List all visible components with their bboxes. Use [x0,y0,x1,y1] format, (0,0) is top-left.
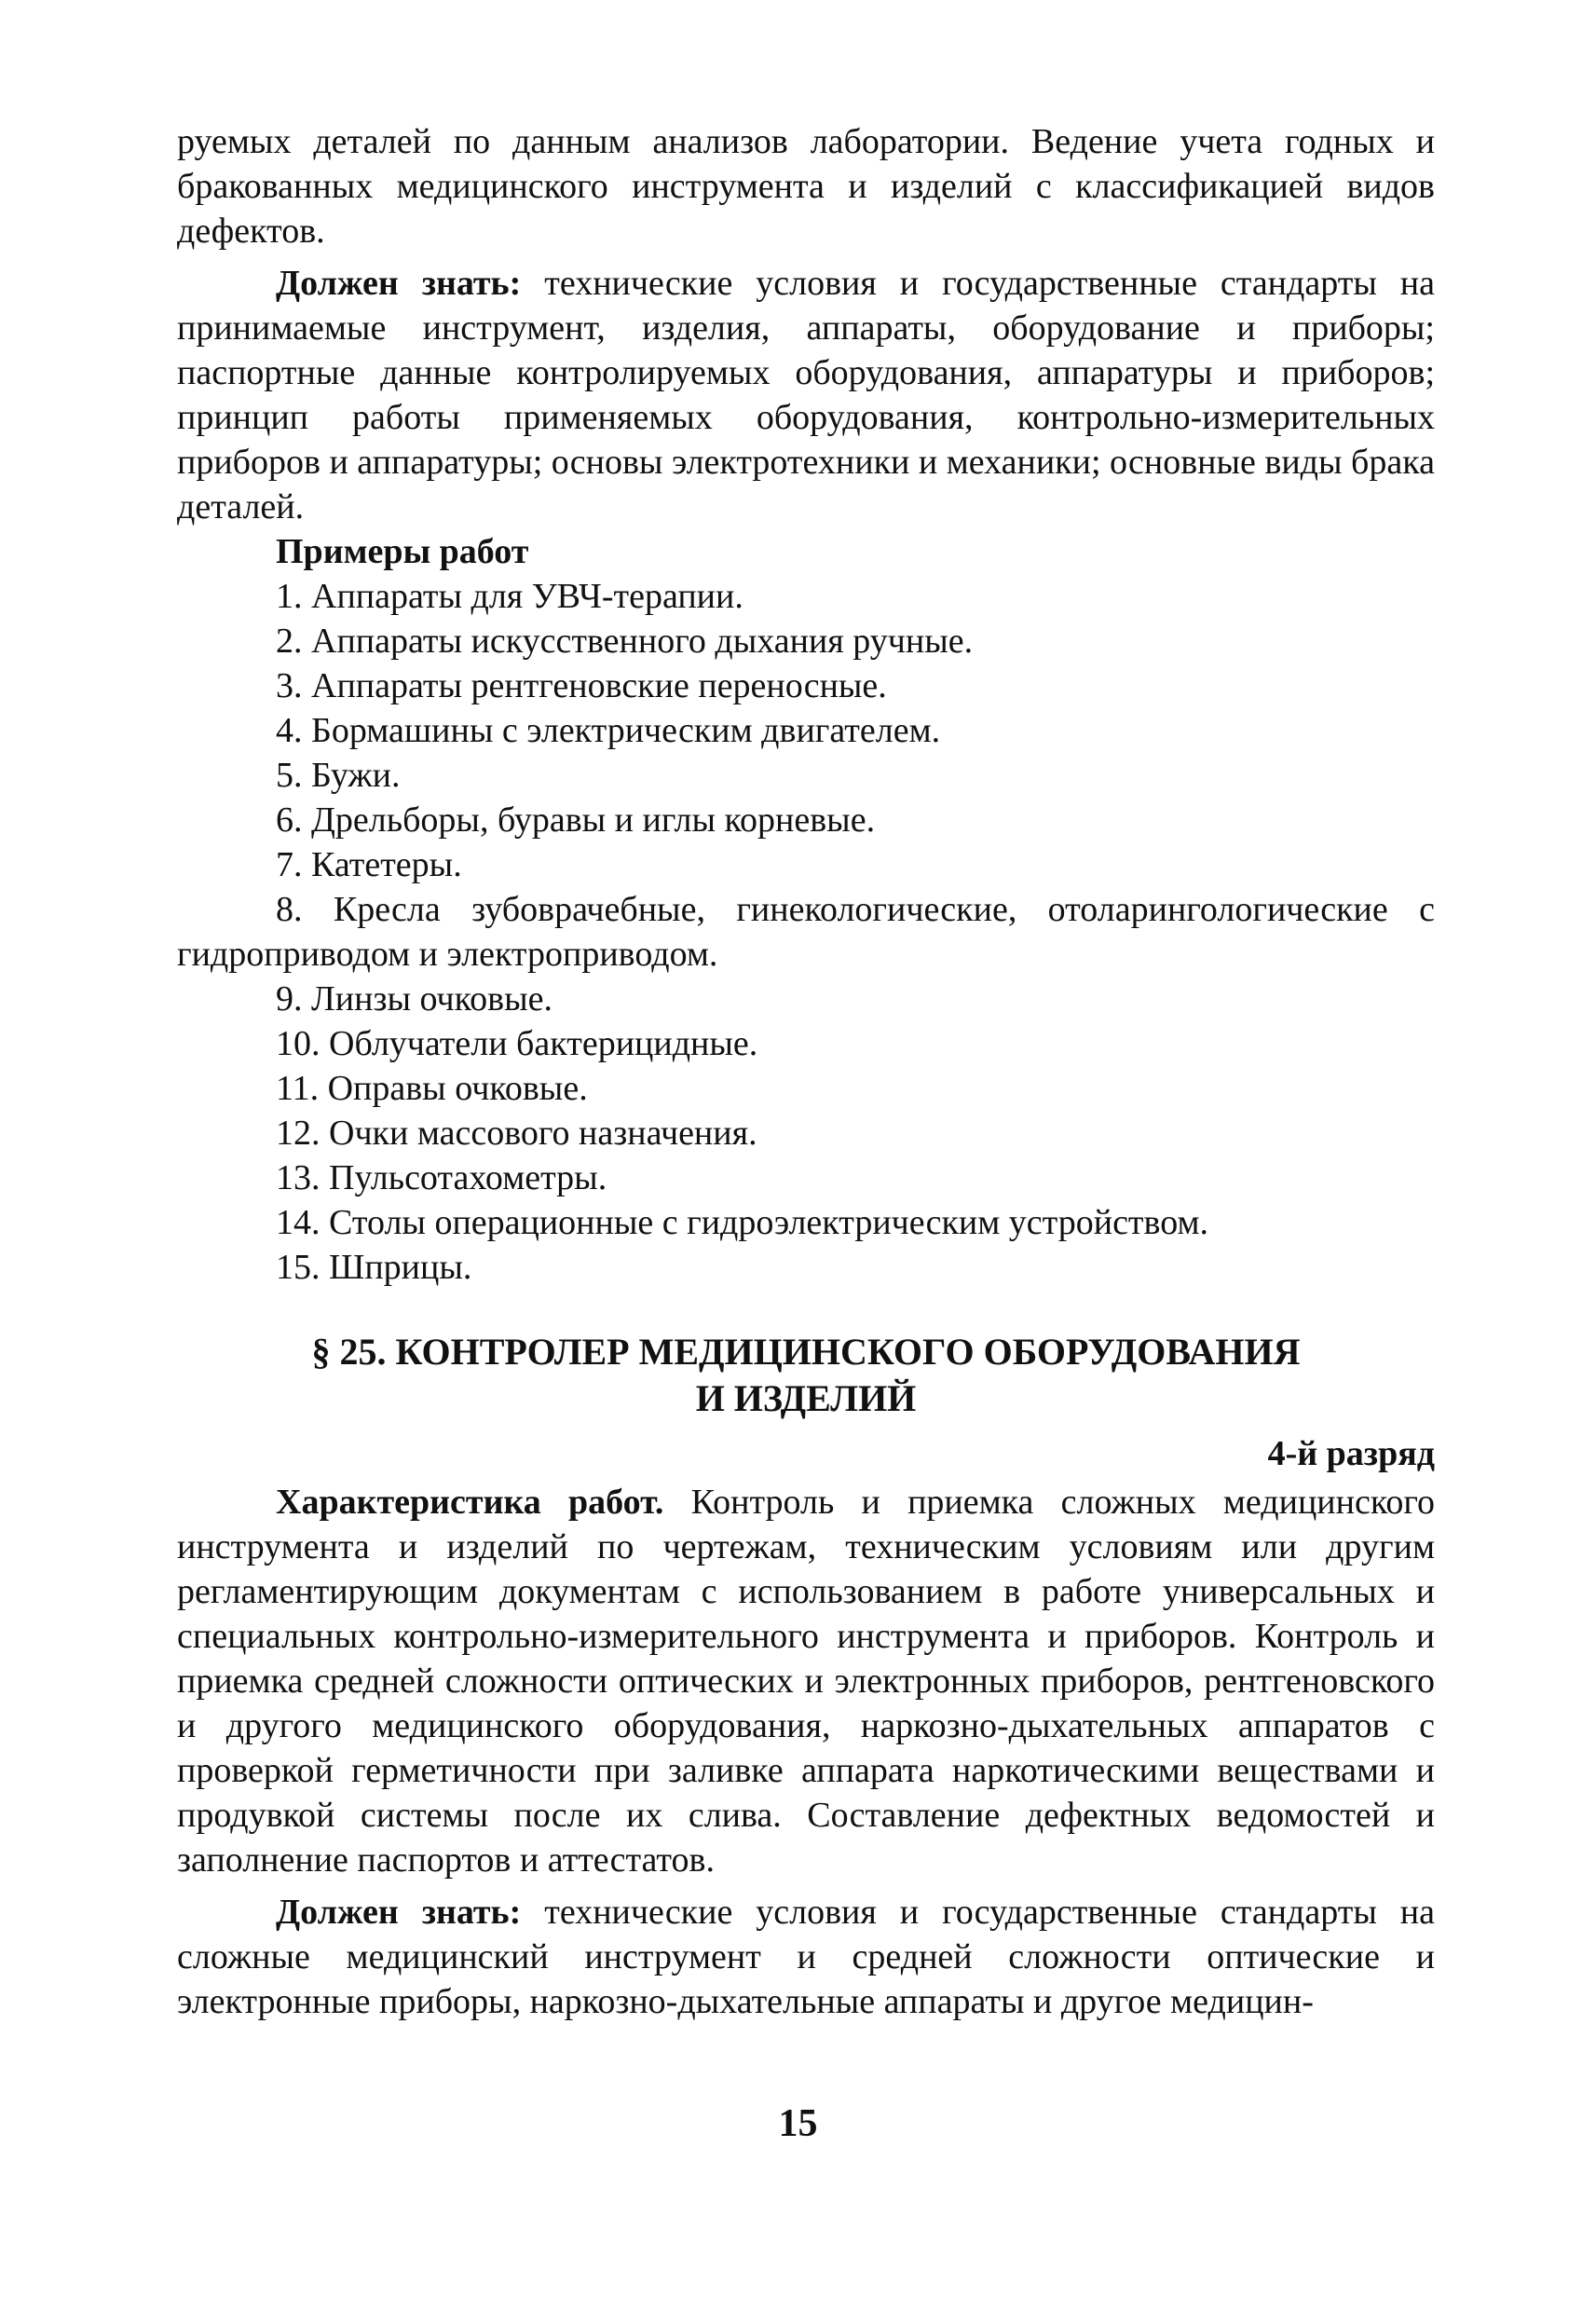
section-title [177,1329,1435,1422]
example-item-15: 15. Шприцы. [276,1248,472,1287]
list-item [177,708,1435,753]
example-item-11: 11. Оправы очковые. [276,1069,588,1108]
example-item-1: 1. Аппараты для УВЧ-терапии. [276,577,743,616]
knowledge-lead-1: Должен знать: [276,264,522,303]
example-item-6: 6. Дрельборы, буравы и иглы корневые. [276,800,876,840]
intro-paragraph: руемых деталей по данным анализов лаборатории. Ведение учета годных и бракованных медицинского инструмента и изделий с классификацией видов дефектов. [177,122,1435,251]
example-item-3: 3. Аппараты рентгеновские переносные. [276,666,887,705]
example-item-10: 10. Облучатели бактерицидные. [276,1024,758,1063]
examples-list [177,574,1435,1290]
example-item-13: 13. Пульсотахометры. [276,1158,607,1197]
list-item [177,1156,1435,1200]
list-item [177,798,1435,842]
knowledge-paragraph-2 [177,1890,1435,2024]
list-item [177,887,1435,977]
knowledge-text-2: технические условия и государственные стандарты на сложные медицинский инструмент и средней сложности оптические и электронные приборы, наркозно-дыхательные аппараты и другое медицин- [177,1893,1435,2021]
section-title-line-1: § 25. КОНТРОЛЕР МЕДИЦИНСКОГО ОБОРУДОВАНИЯ [311,1331,1301,1373]
list-item [177,619,1435,663]
knowledge-paragraph-1 [177,261,1435,529]
list-item [177,1200,1435,1245]
example-item-5: 5. Бужи. [276,756,401,795]
section-title-line-2: И ИЗДЕЛИЙ [695,1377,917,1419]
list-item [177,977,1435,1021]
grade-label: 4-й разряд [1267,1434,1435,1473]
knowledge-lead-2: Должен знать: [276,1893,522,1932]
knowledge-text-1: технические условия и государственные стандарты на принимаемые инструмент, изделия, аппараты, оборудование и приборы; паспортные данные контролируемых оборудования, аппаратуры и приборов; принцип работы применяемых оборудования, контрольно-измерительных приборов и аппаратуры; основы электротехники и механики; основные виды брака деталей. [177,264,1435,526]
example-item-9: 9. Линзы очковые. [276,979,552,1019]
page-number: 15 [778,2102,818,2145]
example-item-2: 2. Аппараты искусственного дыхания ручные. [276,622,974,661]
list-item [177,663,1435,708]
example-item-12: 12. Очки массового назначения. [276,1114,757,1153]
list-item [177,1111,1435,1156]
characteristics-lead: Характеристика работ. [276,1483,664,1522]
list-item [177,1245,1435,1290]
list-item [177,842,1435,887]
example-item-14: 14. Столы операционные с гидроэлектрическим устройством. [276,1203,1209,1242]
text-column [177,119,1435,2024]
list-item [177,574,1435,619]
characteristics-text: Контроль и приемка сложных медицинского инструмента и изделий по чертежам, техническим условиям или другим регламентирующим документам с использованием в работе универсальных и специальных контрольно-измерительного инструмента и приборов. Контроль и приемка средней сложности оптических и электронных приборов, рентгеновского и другого медицинского оборудования, наркозно-дыхательных аппаратов с проверкой герметичности при заливке аппарата наркотическими веществами и продувкой системы после их слива. Составление дефектных ведомостей и заполнение паспортов и аттестатов. [177,1483,1435,1880]
list-item [177,1066,1435,1111]
example-item-4: 4. Бормашины с электрическим двигателем. [276,711,941,750]
list-item [177,1021,1435,1066]
example-item-8: 8. Кресла зубоврачебные, гинекологические, отоларингологические с гидроприводом и электроприводом. [177,890,1435,974]
characteristics-paragraph [177,1480,1435,1882]
list-item [177,753,1435,798]
example-item-7: 7. Катетеры. [276,845,462,884]
examples-heading: Примеры работ [276,532,529,571]
